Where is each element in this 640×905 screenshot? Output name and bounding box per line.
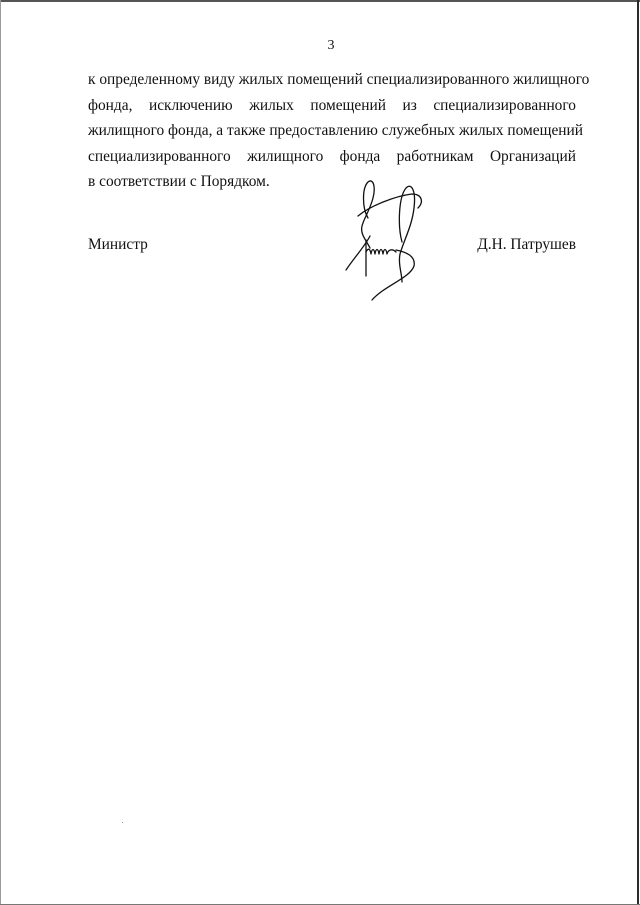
scan-edge-left xyxy=(0,0,1,905)
signature-block xyxy=(88,236,576,260)
handwritten-signature-icon xyxy=(340,178,430,303)
scan-speck xyxy=(122,822,123,823)
paragraph-line: в соответствии с Порядком. xyxy=(88,173,270,191)
scan-edge-right xyxy=(637,0,639,905)
paragraph-line: специализированного жилищного фонда работникам Организаций xyxy=(88,147,576,165)
signer-title: Министр xyxy=(88,236,148,253)
paragraph-line: к определенному виду жилых помещений специализированного жилищного xyxy=(88,71,590,88)
paragraph-line: жилищного фонда, а также предоставлению служебных жилых помещений xyxy=(88,122,584,140)
body-paragraph xyxy=(88,67,590,195)
page-number: 3 xyxy=(327,38,335,53)
signer-name: Д.Н. Патрушев xyxy=(477,236,576,253)
paragraph-line: фонда, исключению жилых помещений из специализированного xyxy=(88,96,576,114)
scan-edge-top xyxy=(0,0,640,2)
